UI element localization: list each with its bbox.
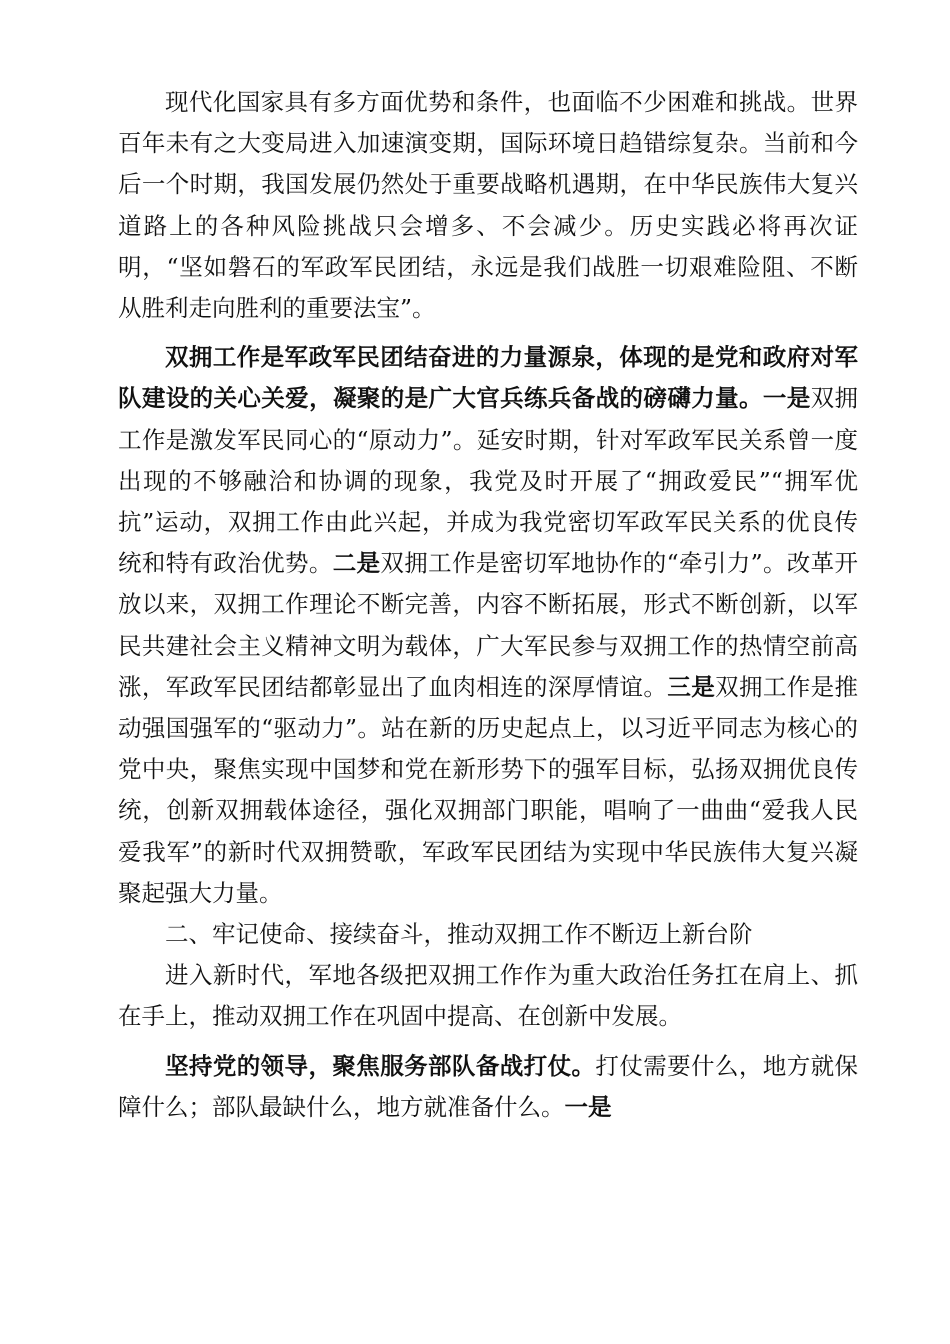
paragraph-gap [118,329,858,337]
point-marker-one: 一是 [762,384,811,413]
point-marker-two: 二是 [332,549,381,578]
paragraph-new-era [118,955,858,1037]
party-leadership-text: 打仗需要什么，地方就保障什么；部队最缺什么，地方就准备什么。 [118,1051,859,1121]
point-two-text: 双拥工作是密切军地协作的“牵引力”。改革开放以来，双拥工作理论不断完善，内容不断拓展，形式不断创新，以军民共建社会主义精神文明为载体，广大军民参与双拥工作的热情空前高涨，军政军民团结都彰显出了血肉相连的深厚情谊。 [118,549,859,701]
bold-lead-sentence-party: 坚持党的领导，聚焦服务部队备战打仗。 [165,1051,596,1080]
point-marker-three: 三是 [667,672,716,701]
section-heading-two [118,914,858,955]
paragraph-double-support [118,337,858,914]
document-page [118,82,858,1128]
paragraph-gap [118,1038,858,1046]
point-marker-one-final: 一是 [564,1092,612,1121]
point-one-text: 双拥工作是激发军民同心的“原动力”。延安时期，针对军政军民关系曾一度出现的不够融洽和协调的现象，我党及时开展了“拥政爱民”“拥军优抗”运动，双拥工作由此兴起，并成为我党密切军政军民关系的优良传统和特有政治优势。 [118,384,859,578]
paragraph-challenges-text: 现代化国家具有多方面优势和条件，也面临不少困难和挑战。世界百年未有之大变局进入加速演变期，国际环境日趋错综复杂。当前和今后一个时期，我国发展仍然处于重要战略机遇期，在中华民族伟大复兴道路上的各种风险挑战只会增多、不会减少。历史实践必将再次证明，“坚如磐石的军政军民团结，永远是我们战胜一切艰难险阻、不断从胜利走向胜利的重要法宝”。 [118,88,858,323]
point-three-text: 双拥工作是推动强国强军的“驱动力”。站在新的历史起点上，以习近平同志为核心的党中央，聚焦实现中国梦和党在新形势下的强军目标，弘扬双拥优良传统，创新双拥载体途径，强化双拥部门职能，唱响了一曲曲“爱我人民爱我军”的新时代双拥赞歌，军政军民团结为实现中华民族伟大复兴凝聚起强大力量。 [118,672,859,907]
section-heading-two-text: 二、牢记使命、接续奋斗，推动双拥工作不断迈上新台阶 [165,920,753,949]
paragraph-party-leadership [118,1046,858,1128]
bold-lead-sentence: 双拥工作是军政军民团结奋进的力量源泉，体现的是党和政府对军队建设的关心关爱，凝聚的是广大官兵练兵备战的磅礴力量。 [118,343,858,413]
paragraph-new-era-text: 进入新时代，军地各级把双拥工作作为重大政治任务扛在肩上、抓在手上，推动双拥工作在巩固中提高、在创新中发展。 [118,961,858,1031]
paragraph-challenges [118,82,858,329]
